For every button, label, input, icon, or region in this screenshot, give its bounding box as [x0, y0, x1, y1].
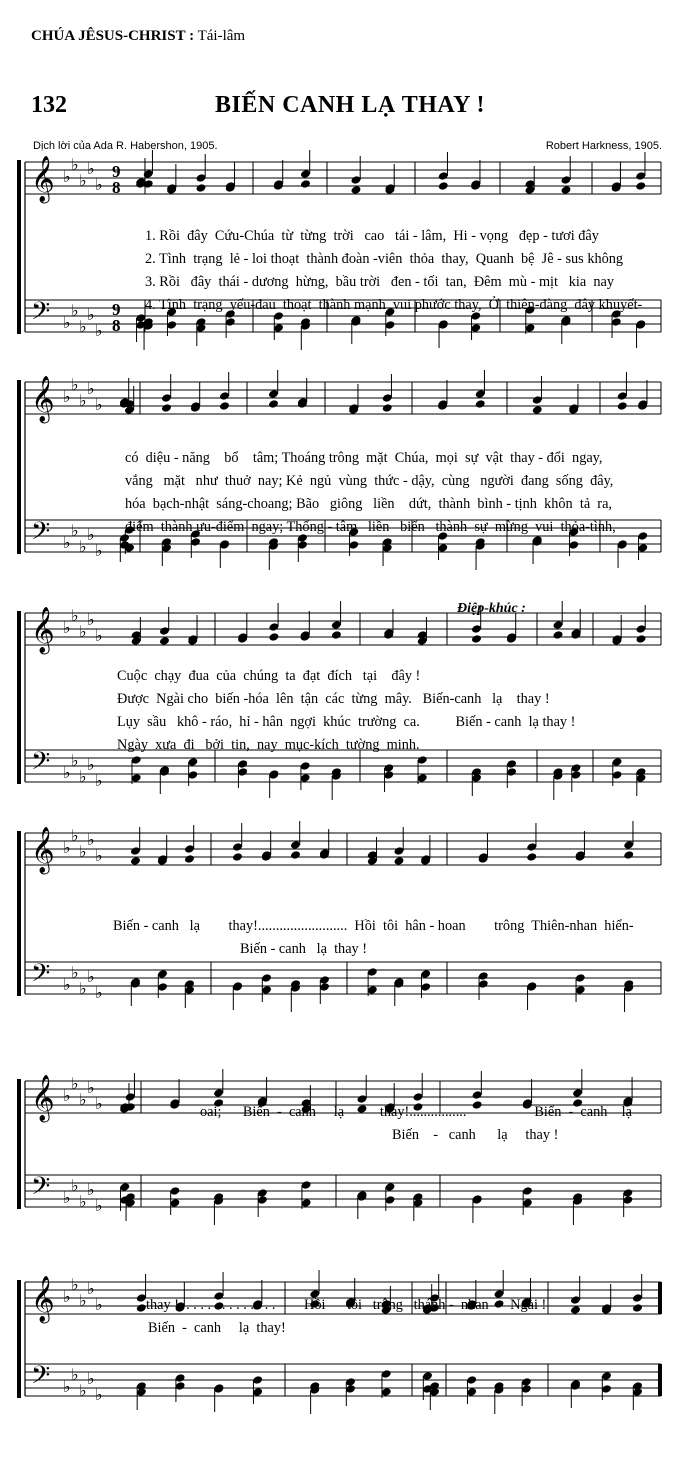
- treble-clef: 𝄞: [31, 1276, 55, 1322]
- lyric-line: Biến - canh lạ thay!: [148, 1320, 286, 1336]
- key-flat-symbol: ♭: [87, 379, 95, 398]
- lyric-line: 1. Rồi đây Cứu-Chúa từ từng trời cao tái - lâm, Hi - vọng đẹp - tươi đây: [145, 228, 599, 244]
- key-flat-symbol: ♭: [79, 622, 87, 641]
- key-flat-symbol: ♭: [63, 975, 71, 994]
- lyric-line: Biến - canh lạ thay!......................... Hồi tôi hân - hoan trông Thiên-nhan hiển-: [113, 918, 634, 934]
- treble-note-head: [526, 852, 537, 862]
- final-barline: [658, 1364, 662, 1396]
- category-section: Tái-lâm: [197, 28, 246, 44]
- key-flat-symbol: ♭: [79, 979, 87, 998]
- treble-clef: 𝄞: [31, 156, 55, 202]
- lyric-line: vắng mặt như thuở nay; Kẻ ngủ vùng thức - dậy, cùng người đang sống đây,: [125, 473, 614, 489]
- key-flat-symbol: ♭: [95, 1295, 103, 1314]
- key-flat-symbol: ♭: [63, 1287, 71, 1306]
- time-signature-bottom: 8: [112, 316, 121, 335]
- key-flat-symbol: ♭: [95, 1385, 103, 1404]
- treble-note-head: [300, 179, 311, 189]
- key-flat-symbol: ♭: [79, 317, 87, 336]
- lyric-line: Cuộc chạy đua của chúng ta đạt đích tại đây !: [117, 668, 421, 684]
- key-flat-symbol: ♭: [95, 771, 103, 790]
- treble-note-head: [561, 185, 572, 195]
- treble-note-head: [623, 850, 634, 860]
- treble-note-head: [351, 185, 362, 195]
- treble-note-head: [331, 630, 342, 640]
- lyric-line: Lụy sầu khô - ráo, hỉ - hân ngợi khúc trường ca. Biến - canh lạ thay !: [117, 714, 576, 730]
- treble-note-head: [632, 1303, 643, 1313]
- lyric-line: Ngày xưa đi bởi tin, nay mục-kích tường minh.: [117, 737, 420, 753]
- treble-note-head: [553, 630, 564, 640]
- lyric-line: oai; Biến - canh lạ thay!................ Biến - canh lạ: [200, 1104, 632, 1120]
- lyric-line: điểm thành ưu-điểm ngay; Thống - tâm liền biến thành sự mừng vui thỏa-tình,: [125, 519, 616, 535]
- key-flat-symbol: ♭: [71, 1365, 79, 1384]
- key-flat-symbol: ♭: [63, 167, 71, 186]
- key-flat-symbol: ♭: [71, 521, 79, 540]
- key-flat-symbol: ♭: [87, 1369, 95, 1388]
- treble-clef: 𝄞: [31, 827, 55, 873]
- key-flat-symbol: ♭: [95, 395, 103, 414]
- key-flat-symbol: ♭: [79, 537, 87, 556]
- key-flat-symbol: ♭: [63, 1377, 71, 1396]
- treble-note-head: [438, 181, 449, 191]
- bass-clef: 𝄢: [31, 1361, 51, 1396]
- category-label: CHÚA JÊSUS-CHRIST :: [31, 28, 195, 44]
- lyric-line: 3. Rồi đây thái - dương hừng, bầu trời đen - tối tan, Đêm mù - mịt kia nay: [145, 274, 614, 290]
- key-flat-symbol: ♭: [95, 175, 103, 194]
- key-flat-symbol: ♭: [95, 983, 103, 1002]
- key-flat-symbol: ♭: [79, 1381, 87, 1400]
- key-flat-symbol: ♭: [63, 387, 71, 406]
- treble-note-head: [471, 634, 482, 644]
- lyric-line: thay ! . . . . . . . . . . . . . Hồi tôi trông thánh - nhan Ngài !: [146, 1297, 547, 1313]
- key-flat-symbol: ♭: [79, 767, 87, 786]
- key-flat-symbol: ♭: [95, 626, 103, 645]
- key-flat-symbol: ♭: [63, 533, 71, 552]
- lyric-line: hóa bạch-nhật sáng-choang; Bão giông liền dứt, thành bình - tịnh khôn tả ra,: [125, 496, 612, 512]
- key-flat-symbol: ♭: [71, 1275, 79, 1294]
- lyrics-credit: Dịch lời của Ada R. Habershon, 1905.: [33, 140, 218, 152]
- key-flat-symbol: ♭: [87, 610, 95, 629]
- key-flat-symbol: ♭: [87, 159, 95, 178]
- lyric-line: có diệu - năng bổ tâm; Thoáng trông mặt Chúa, mọi sự vật thay - đổi ngay,: [125, 450, 603, 466]
- key-flat-symbol: ♭: [95, 1196, 103, 1215]
- key-flat-symbol: ♭: [79, 1090, 87, 1109]
- treble-note-head: [532, 405, 543, 415]
- bass-clef: 𝄢: [31, 297, 51, 332]
- treble-note-head: [394, 856, 405, 866]
- key-flat-symbol: ♭: [79, 1291, 87, 1310]
- key-flat-symbol: ♭: [71, 751, 79, 770]
- key-flat-symbol: ♭: [63, 313, 71, 332]
- treble-note-head: [268, 632, 279, 642]
- treble-note-head: [232, 852, 243, 862]
- key-flat-symbol: ♭: [95, 1094, 103, 1113]
- key-flat-symbol: ♭: [79, 1192, 87, 1211]
- time-signature-bottom: 8: [112, 178, 121, 197]
- treble-note-head: [290, 850, 301, 860]
- key-flat-symbol: ♭: [95, 321, 103, 340]
- key-flat-symbol: ♭: [71, 375, 79, 394]
- key-flat-symbol: ♭: [95, 541, 103, 560]
- treble-note-head: [475, 399, 486, 409]
- treble-clef: 𝄞: [31, 376, 55, 422]
- key-flat-symbol: ♭: [87, 525, 95, 544]
- key-flat-symbol: ♭: [87, 305, 95, 324]
- key-flat-symbol: ♭: [63, 1086, 71, 1105]
- key-flat-symbol: ♭: [71, 826, 79, 845]
- key-flat-symbol: ♭: [79, 391, 87, 410]
- treble-note-head: [382, 403, 393, 413]
- time-signature-top: 9: [112, 162, 121, 181]
- treble-note-head: [196, 183, 207, 193]
- lyric-line: 4. Tình trạng yếu-đau thoạt thành mạnh vui phước thay, Ở thiên-đàng đây khuyết-: [145, 297, 643, 313]
- lyric-line: Biến - canh lạ thay !: [392, 1127, 559, 1143]
- bass-clef: 𝄢: [31, 959, 51, 994]
- lyric-line: Được Ngài cho biến -hóa lên tận các từng mây. Biến-canh lạ thay !: [117, 691, 550, 707]
- key-flat-symbol: ♭: [79, 842, 87, 861]
- key-flat-symbol: ♭: [63, 1188, 71, 1207]
- key-flat-symbol: ♭: [87, 830, 95, 849]
- treble-clef: 𝄞: [31, 1075, 55, 1121]
- key-flat-symbol: ♭: [87, 1180, 95, 1199]
- key-flat-symbol: ♭: [95, 846, 103, 865]
- bass-clef: 𝄢: [31, 1172, 51, 1207]
- key-flat-symbol: ♭: [71, 606, 79, 625]
- bass-clef: 𝄢: [31, 747, 51, 782]
- treble-note-head: [184, 854, 195, 864]
- hymn-title: BIẾN CANH LẠ THAY !: [215, 92, 485, 118]
- treble-note-head: [617, 401, 628, 411]
- time-signature-top: 9: [112, 300, 121, 319]
- key-flat-symbol: ♭: [71, 155, 79, 174]
- treble-note-head: [219, 401, 230, 411]
- key-flat-symbol: ♭: [63, 838, 71, 857]
- treble-note-head: [268, 399, 279, 409]
- lyric-line: Biến - canh lạ thay !: [240, 941, 368, 957]
- treble-note-head: [159, 636, 170, 646]
- key-flat-symbol: ♭: [79, 171, 87, 190]
- lyric-line: 2. Tình trạng lẻ - loi thoạt thành đoàn -viên thỏa thay, Quanh bệ Jê - sus không: [145, 251, 624, 267]
- key-flat-symbol: ♭: [71, 1074, 79, 1093]
- key-flat-symbol: ♭: [63, 763, 71, 782]
- treble-note-head: [130, 856, 141, 866]
- hymn-number: 132: [31, 92, 67, 118]
- key-flat-symbol: ♭: [71, 963, 79, 982]
- treble-note-head: [635, 181, 646, 191]
- treble-note-head: [636, 634, 647, 644]
- bass-clef: 𝄢: [31, 517, 51, 552]
- key-flat-symbol: ♭: [87, 967, 95, 986]
- final-barline: [658, 1282, 662, 1314]
- treble-note-head: [161, 403, 172, 413]
- chorus-label: Điệp-khúc :: [457, 601, 526, 616]
- treble-clef: 𝄞: [31, 607, 55, 653]
- music-credit: Robert Harkness, 1905.: [545, 140, 662, 152]
- key-flat-symbol: ♭: [71, 1176, 79, 1195]
- key-flat-symbol: ♭: [87, 1279, 95, 1298]
- key-flat-symbol: ♭: [71, 301, 79, 320]
- key-flat-symbol: ♭: [63, 618, 71, 637]
- treble-note-head: [570, 1305, 581, 1315]
- key-flat-symbol: ♭: [87, 1078, 95, 1097]
- key-flat-symbol: ♭: [87, 755, 95, 774]
